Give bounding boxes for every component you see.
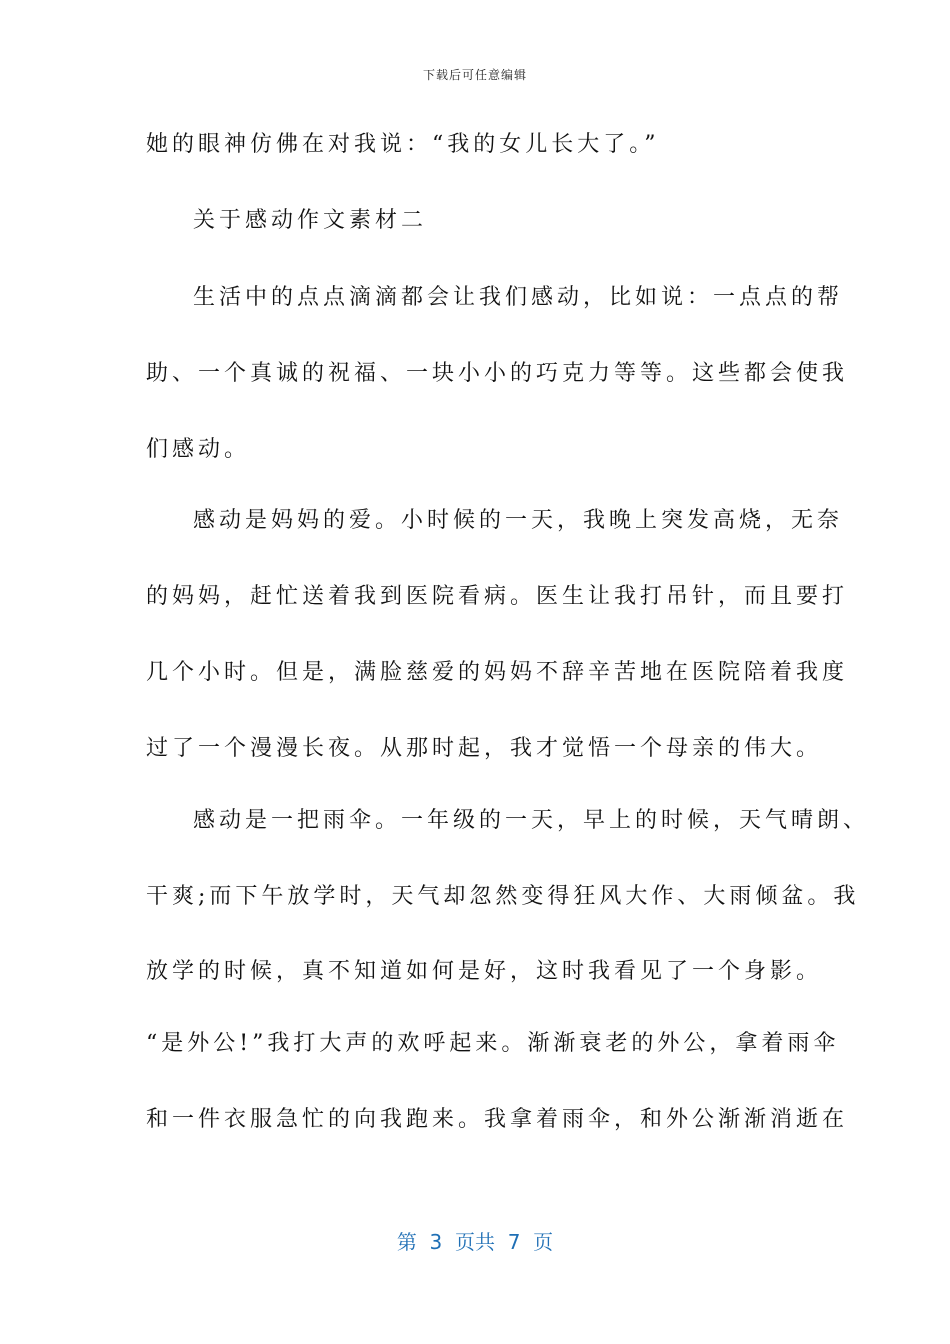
text-line: 和一件衣服急忙的向我跑来。我拿着雨伞，和外公渐渐消逝在 (146, 1107, 849, 1132)
text-line: 生活中的点点滴滴都会让我们感动，比如说：一点点的帮 (193, 285, 844, 310)
page-number-footer: 第 3 页共 7 页 (396, 1230, 554, 1254)
text-line: 们感动。 (146, 437, 251, 462)
text-line: 几个小时。但是，满脸慈爱的妈妈不辞辛苦地在医院陪着我度 (146, 660, 849, 685)
text-line: 干爽;而下午放学时，天气却忽然变得狂风大作、大雨倾盆。我 (146, 884, 860, 909)
text-line: 的妈妈，赶忙送着我到医院看病。医生让我打吊针，而且要打 (146, 584, 849, 609)
text-line: 感动是妈妈的爱。小时候的一天，我晚上突发高烧，无奈 (193, 508, 844, 533)
text-line: 过了一个漫漫长夜。从那时起，我才觉悟一个母亲的伟大。 (146, 736, 823, 761)
text-line: 感动是一把雨伞。一年级的一天，早上的时候，天气晴朗、 (193, 808, 870, 833)
text-line: 助、一个真诚的祝福、一块小小的巧克力等等。这些都会使我 (146, 361, 849, 386)
text-line: 放学的时候，真不知道如何是好，这时我看见了一个身影。 (146, 959, 823, 984)
text-line: “是外公!”我打大声的欢呼起来。渐渐衰老的外公，拿着雨伞 (146, 1031, 840, 1056)
text-line: 她的眼神仿佛在对我说：“我的女儿长大了。” (146, 132, 660, 157)
section-heading: 关于感动作文素材二 (193, 208, 428, 233)
page-header-note: 下载后可任意编辑 (422, 68, 527, 82)
